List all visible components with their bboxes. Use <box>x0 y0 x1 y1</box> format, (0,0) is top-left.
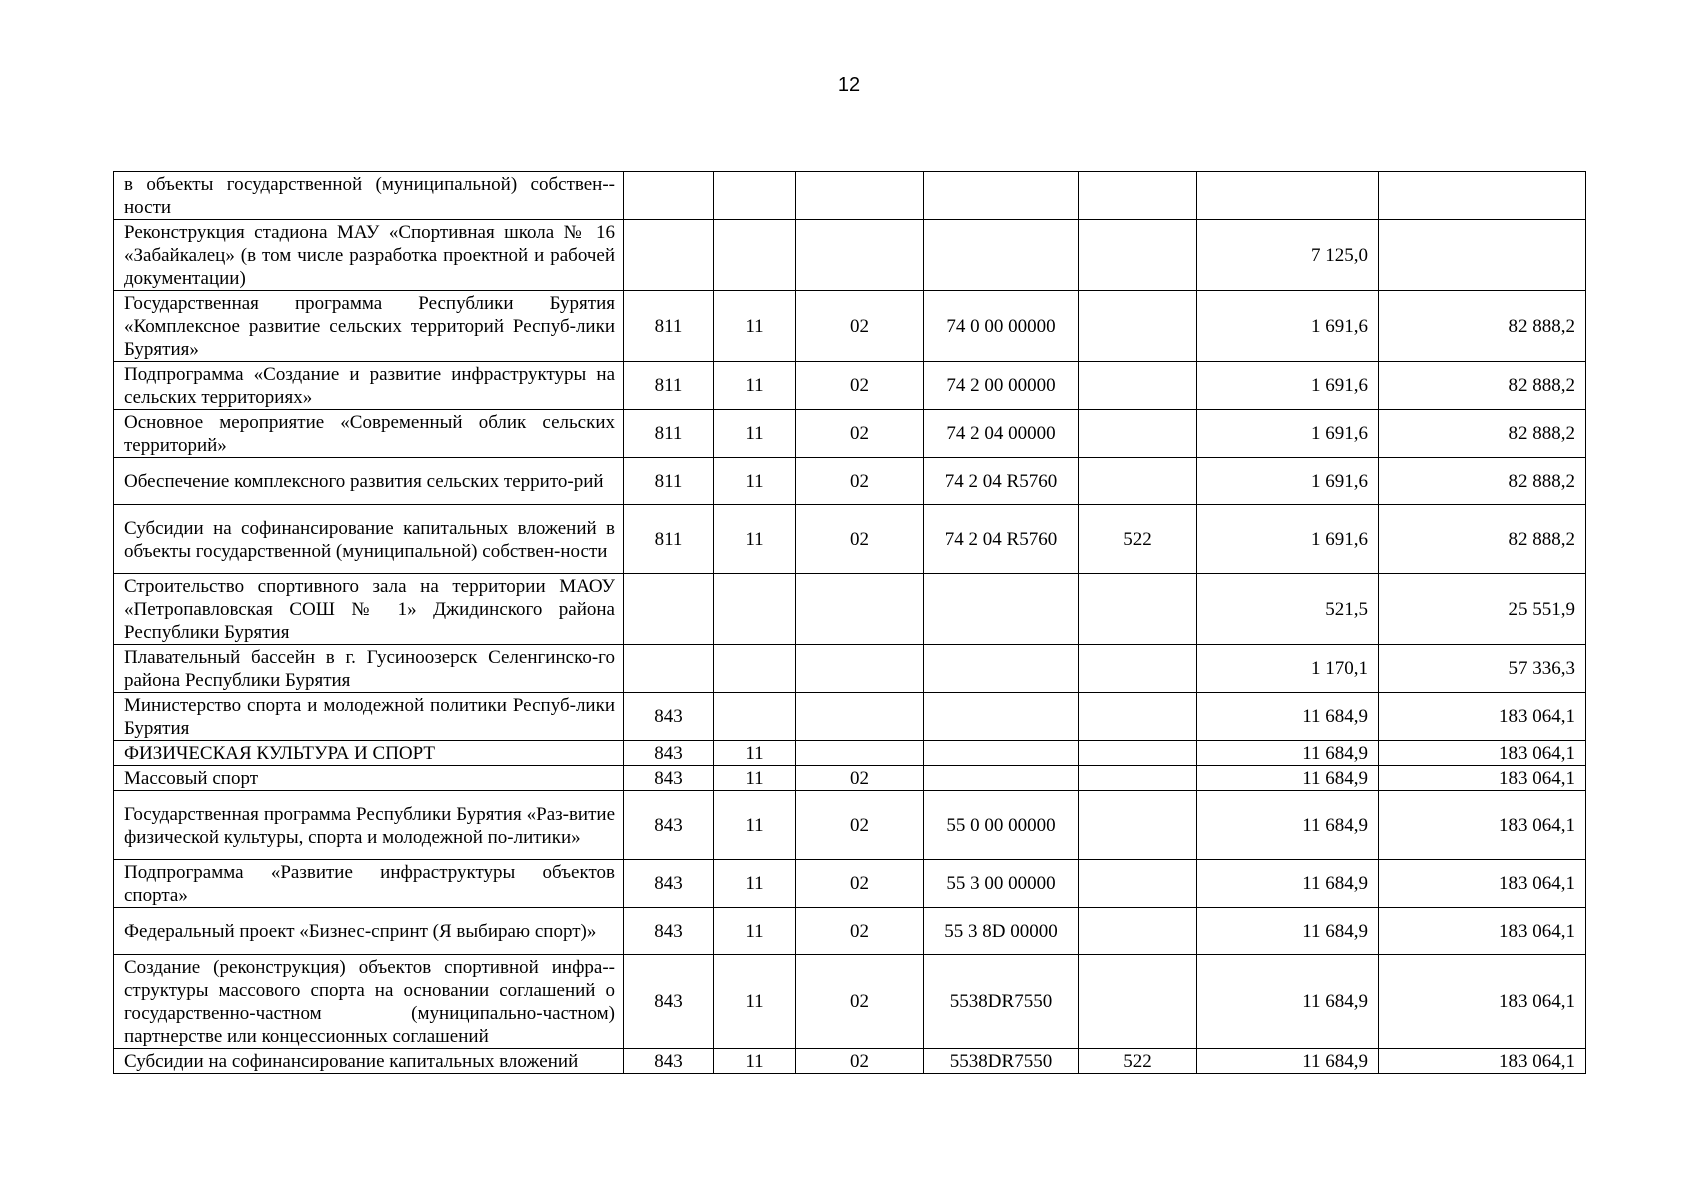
cell-section: 11 <box>714 1049 796 1074</box>
cell-sum-2: 183 064,1 <box>1379 955 1586 1049</box>
cell-sum-1: 1 691,6 <box>1197 505 1379 574</box>
cell-ved: 843 <box>624 766 714 791</box>
cell-ved: 811 <box>624 505 714 574</box>
cell-sum-2 <box>1379 172 1586 220</box>
table-row <box>114 1049 1586 1074</box>
cell-name: Основное мероприятие «Современный облик сельских территорий» <box>114 410 624 458</box>
cell-sum-1: 11 684,9 <box>1197 860 1379 908</box>
table-row <box>114 791 1586 860</box>
cell-ved: 811 <box>624 410 714 458</box>
cell-expense-type <box>1079 693 1197 741</box>
cell-ved <box>624 220 714 291</box>
cell-ved: 811 <box>624 362 714 410</box>
cell-subsection: 02 <box>796 505 924 574</box>
cell-section: 11 <box>714 860 796 908</box>
cell-name: в объекты государственной (муниципальной) собствен-ности <box>114 172 624 220</box>
cell-name: Создание (реконструкция) объектов спортивной инфра-структуры массового спорта на основании соглашений о государственно-частном (муниципально-частном) партнерстве или концессионных соглашений <box>114 955 624 1049</box>
cell-expense-type <box>1079 741 1197 766</box>
table-row <box>114 860 1586 908</box>
cell-ved: 843 <box>624 693 714 741</box>
cell-name: Субсидии на софинансирование капитальных вложений в объекты государственной (муниципальной) собствен-ности <box>114 505 624 574</box>
cell-target-article <box>924 741 1079 766</box>
cell-sum-1: 1 170,1 <box>1197 645 1379 693</box>
cell-sum-2: 82 888,2 <box>1379 410 1586 458</box>
table-row <box>114 410 1586 458</box>
cell-subsection: 02 <box>796 410 924 458</box>
cell-sum-2: 82 888,2 <box>1379 505 1586 574</box>
cell-ved <box>624 645 714 693</box>
cell-target-article <box>924 766 1079 791</box>
cell-expense-type <box>1079 860 1197 908</box>
cell-subsection: 02 <box>796 291 924 362</box>
cell-expense-type <box>1079 291 1197 362</box>
cell-sum-1: 11 684,9 <box>1197 693 1379 741</box>
cell-section <box>714 645 796 693</box>
cell-subsection <box>796 574 924 645</box>
cell-expense-type <box>1079 458 1197 505</box>
cell-name: Массовый спорт <box>114 766 624 791</box>
cell-sum-2: 183 064,1 <box>1379 1049 1586 1074</box>
cell-subsection: 02 <box>796 362 924 410</box>
cell-target-article: 74 2 04 R5760 <box>924 505 1079 574</box>
cell-expense-type <box>1079 791 1197 860</box>
cell-section: 11 <box>714 791 796 860</box>
cell-expense-type <box>1079 908 1197 955</box>
cell-target-article <box>924 220 1079 291</box>
cell-ved: 843 <box>624 955 714 1049</box>
cell-name: Министерство спорта и молодежной политики Респуб-лики Бурятия <box>114 693 624 741</box>
cell-subsection: 02 <box>796 766 924 791</box>
cell-sum-1: 11 684,9 <box>1197 955 1379 1049</box>
cell-sum-1: 11 684,9 <box>1197 1049 1379 1074</box>
cell-expense-type <box>1079 766 1197 791</box>
cell-name: Субсидии на софинансирование капитальных вложений <box>114 1049 624 1074</box>
table-row <box>114 645 1586 693</box>
cell-target-article: 5538DR7550 <box>924 1049 1079 1074</box>
cell-sum-2: 183 064,1 <box>1379 791 1586 860</box>
cell-name: Реконструкция стадиона МАУ «Спортивная школа № 16 «Забайкалец» (в том числе разработка проектной и рабочей документации) <box>114 220 624 291</box>
cell-sum-1: 521,5 <box>1197 574 1379 645</box>
cell-section <box>714 574 796 645</box>
cell-ved: 811 <box>624 458 714 505</box>
cell-section: 11 <box>714 291 796 362</box>
budget-table <box>113 171 1586 1074</box>
cell-name: Строительство спортивного зала на территории МАОУ «Петропавловская СОШ № 1» Джидинского района Республики Бурятия <box>114 574 624 645</box>
cell-sum-1 <box>1197 172 1379 220</box>
cell-name: Государственная программа Республики Бурятия «Комплексное развитие сельских территорий Респуб-лики Бурятия» <box>114 291 624 362</box>
cell-target-article: 74 2 04 R5760 <box>924 458 1079 505</box>
cell-sum-1: 11 684,9 <box>1197 766 1379 791</box>
table-row <box>114 220 1586 291</box>
cell-ved: 843 <box>624 908 714 955</box>
cell-subsection <box>796 645 924 693</box>
cell-ved: 843 <box>624 1049 714 1074</box>
cell-target-article: 5538DR7550 <box>924 955 1079 1049</box>
cell-expense-type <box>1079 172 1197 220</box>
cell-name: Обеспечение комплексного развития сельских террито-рий <box>114 458 624 505</box>
cell-ved: 843 <box>624 741 714 766</box>
cell-sum-1: 7 125,0 <box>1197 220 1379 291</box>
cell-target-article: 74 2 04 00000 <box>924 410 1079 458</box>
cell-target-article: 74 0 00 00000 <box>924 291 1079 362</box>
cell-target-article: 55 0 00 00000 <box>924 791 1079 860</box>
cell-sum-1: 1 691,6 <box>1197 410 1379 458</box>
cell-subsection: 02 <box>796 458 924 505</box>
cell-subsection <box>796 172 924 220</box>
cell-section: 11 <box>714 458 796 505</box>
cell-name: Государственная программа Республики Бурятия «Раз-витие физической культуры, спорта и молодежной по-литики» <box>114 791 624 860</box>
cell-subsection: 02 <box>796 1049 924 1074</box>
cell-section <box>714 172 796 220</box>
cell-subsection: 02 <box>796 955 924 1049</box>
cell-subsection <box>796 220 924 291</box>
table-row <box>114 741 1586 766</box>
cell-ved: 843 <box>624 860 714 908</box>
cell-sum-1: 1 691,6 <box>1197 458 1379 505</box>
cell-subsection: 02 <box>796 860 924 908</box>
cell-name: Плавательный бассейн в г. Гусиноозерск Селенгинско-го района Республики Бурятия <box>114 645 624 693</box>
cell-target-article: 55 3 00 00000 <box>924 860 1079 908</box>
cell-section <box>714 220 796 291</box>
cell-section: 11 <box>714 955 796 1049</box>
cell-subsection <box>796 741 924 766</box>
cell-name: Подпрограмма «Развитие инфраструктуры объектов спорта» <box>114 860 624 908</box>
cell-sum-1: 11 684,9 <box>1197 741 1379 766</box>
cell-expense-type: 522 <box>1079 1049 1197 1074</box>
table-row <box>114 505 1586 574</box>
cell-section: 11 <box>714 908 796 955</box>
cell-expense-type <box>1079 410 1197 458</box>
cell-expense-type <box>1079 220 1197 291</box>
cell-sum-2: 82 888,2 <box>1379 458 1586 505</box>
table-row <box>114 693 1586 741</box>
cell-section: 11 <box>714 766 796 791</box>
cell-sum-2: 183 064,1 <box>1379 860 1586 908</box>
cell-expense-type <box>1079 362 1197 410</box>
table-row <box>114 291 1586 362</box>
cell-sum-2: 183 064,1 <box>1379 908 1586 955</box>
cell-name: Федеральный проект «Бизнес-спринт (Я выбираю спорт)» <box>114 908 624 955</box>
table-body <box>114 172 1586 1074</box>
cell-target-article <box>924 693 1079 741</box>
cell-section: 11 <box>714 741 796 766</box>
cell-ved: 811 <box>624 291 714 362</box>
cell-sum-2: 183 064,1 <box>1379 693 1586 741</box>
cell-sum-1: 11 684,9 <box>1197 791 1379 860</box>
cell-section: 11 <box>714 505 796 574</box>
cell-name: ФИЗИЧЕСКАЯ КУЛЬТУРА И СПОРТ <box>114 741 624 766</box>
cell-ved <box>624 172 714 220</box>
cell-expense-type: 522 <box>1079 505 1197 574</box>
cell-subsection <box>796 693 924 741</box>
cell-sum-2: 57 336,3 <box>1379 645 1586 693</box>
cell-subsection: 02 <box>796 791 924 860</box>
cell-sum-1: 11 684,9 <box>1197 908 1379 955</box>
cell-section: 11 <box>714 362 796 410</box>
cell-target-article: 55 3 8D 00000 <box>924 908 1079 955</box>
cell-section <box>714 693 796 741</box>
cell-sum-2: 183 064,1 <box>1379 741 1586 766</box>
table-row <box>114 908 1586 955</box>
cell-sum-2: 183 064,1 <box>1379 766 1586 791</box>
cell-sum-2: 82 888,2 <box>1379 362 1586 410</box>
table-row <box>114 362 1586 410</box>
cell-target-article: 74 2 00 00000 <box>924 362 1079 410</box>
table-row <box>114 766 1586 791</box>
table-row <box>114 172 1586 220</box>
cell-name: Подпрограмма «Создание и развитие инфраструктуры на сельских территориях» <box>114 362 624 410</box>
cell-sum-2: 25 551,9 <box>1379 574 1586 645</box>
cell-ved <box>624 574 714 645</box>
cell-subsection: 02 <box>796 908 924 955</box>
cell-ved: 843 <box>624 791 714 860</box>
table-row <box>114 458 1586 505</box>
cell-expense-type <box>1079 574 1197 645</box>
cell-target-article <box>924 645 1079 693</box>
cell-expense-type <box>1079 955 1197 1049</box>
page-number: 12 <box>837 74 861 96</box>
cell-sum-2 <box>1379 220 1586 291</box>
table-row <box>114 574 1586 645</box>
cell-sum-1: 1 691,6 <box>1197 362 1379 410</box>
cell-target-article <box>924 172 1079 220</box>
cell-expense-type <box>1079 645 1197 693</box>
cell-sum-2: 82 888,2 <box>1379 291 1586 362</box>
table-row <box>114 955 1586 1049</box>
cell-target-article <box>924 574 1079 645</box>
cell-sum-1: 1 691,6 <box>1197 291 1379 362</box>
cell-section: 11 <box>714 410 796 458</box>
